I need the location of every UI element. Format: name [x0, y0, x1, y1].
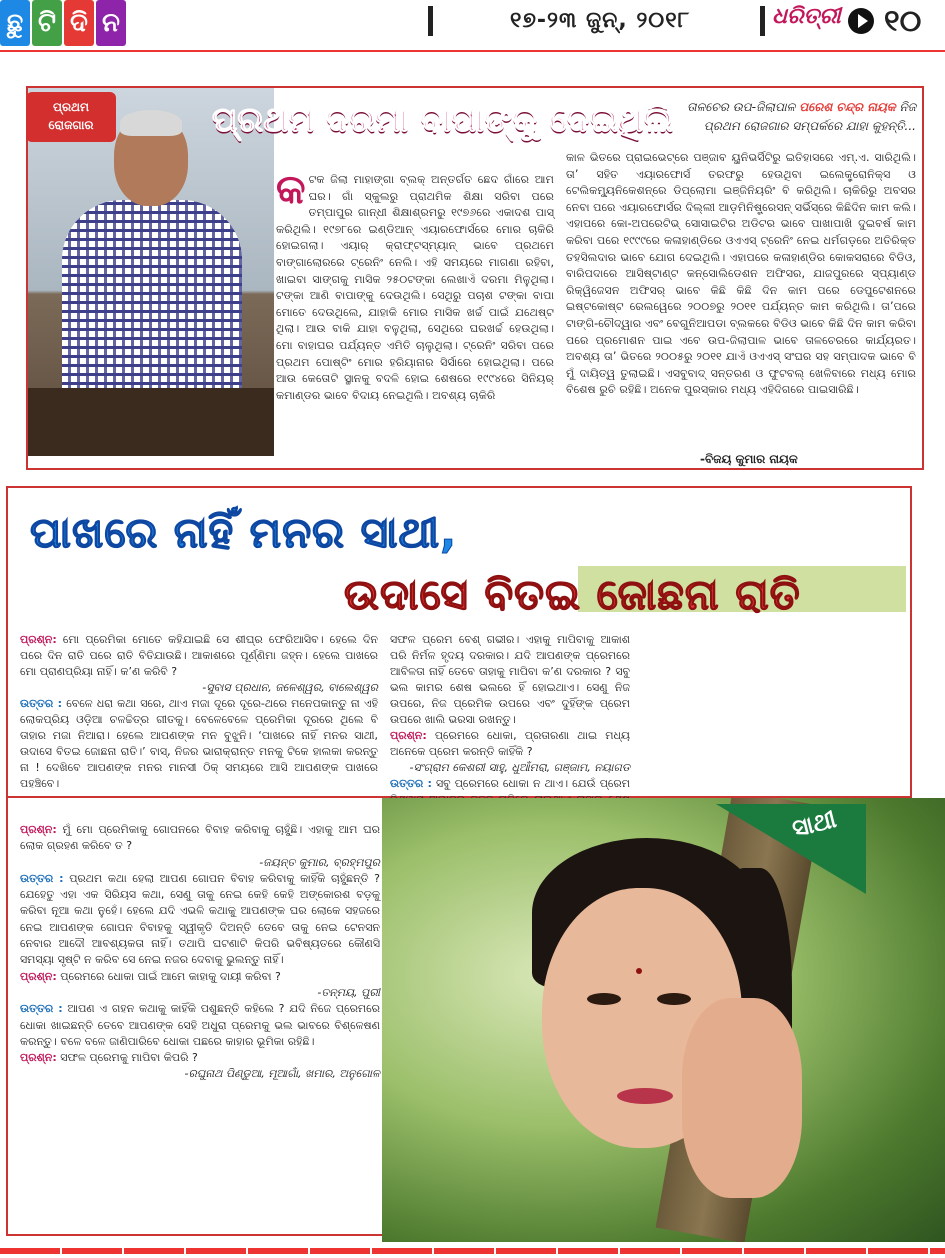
question-text: ମୁଁ ମୋ ପ୍ରେମିକାକୁ ଗୋପନରେ ବିବାହ କରିବାକୁ ଚାହୁଁଛି। ଏହାକୁ ଆମ ଘର ଲୋକ ଗ୍ରହଣ କରିବେ ତ ?: [20, 823, 380, 853]
publication-name: ଧରିତ୍ରୀ: [772, 4, 841, 29]
intro-text: ନିଜ ପ୍ରଥମ ରୋଜଗାର ସମ୍ପର୍କରେ ଯାହା କୁହନ୍ତି...: [703, 100, 916, 133]
answer-text: ବେଳେ ଧରା କଥା ସରେ, ଥାଏ ମଜା ଦୂରେ ଦୂରେ-ଥରେ ମନେପକାନ୍ତୁ ନା ଏହି ଲୋକପ୍ରିୟ ଓଡ଼ିଆ ଚଳଚ୍ଚିତ୍ର ଗୀତକୁ। ବେଳେବେଳେ ପ୍ରେମିକା ଦୂରରେ ଥିଲେ ବି ତାହାର ମଜା ନିଆରା। ହେଲେ ଆପଣଙ୍କ ମନ ବୁଝୁନି। ‘ପାଖରେ ନାହିଁ ମନର ସାଥୀ, ଉଦାସେ ବିତଇ ଜୋଛନା ରାତି।’ ବାସ୍, ନିଜର ଭାରାକ୍ରାନ୍ତ ମନକୁ ଟିକେ ହାଲକା କରନ୍ତୁ ନା ! ଦେଖିବେ ଆପଣଙ୍କ ମନର ମାନସୀ ଠିକ୍ ସମୟରେ ଆସି ଆପଣଙ୍କ ପାଖରେ ପହଞ୍ଚିବେ।: [20, 697, 379, 790]
tag-line-1: ପ୍ରଥମ: [52, 100, 90, 114]
answer-label: ଉତ୍ତର :: [20, 1002, 63, 1016]
brand-letter-1: ଛୁ: [0, 0, 30, 46]
issue-date: ୧୭-୨୩ ଜୁନ୍, ୨୦୧୮: [510, 8, 691, 33]
question-author: -ସୁବାସ ପ୍ରଧାନ, ଜଳେଶ୍ୱର, ବାଲେଶ୍ୱର: [202, 681, 378, 694]
qa-column-1-lower: [20, 822, 380, 1083]
question-author: -ରଘୁନାଥ ପିଣ୍ଡୁଆ, ମୂଆଗାଁ, ଖମାର, ଅନୁଗୋଳ: [184, 1067, 380, 1081]
question-text: ପ୍ରେମରେ ଧୋକା, ପ୍ରତାରଣା ଥାଇ ମଧ୍ୟ ଅନେକେ ପ୍ରେମ କରନ୍ତି କାହିଁକି ?: [390, 729, 630, 758]
tag-line-2: ରୋଜଗାର: [48, 118, 94, 132]
story1-column-left: [276, 167, 554, 404]
dropcap: କ: [276, 167, 306, 213]
brand-letter-4: ନ: [96, 0, 126, 46]
answer-text: ସବୁ ପ୍ରେମରେ ଧୋକା ନ ଥାଏ। ଯେଉଁ ପ୍ରେମ: [436, 777, 630, 790]
answer-label: ଉତ୍ତର :: [390, 777, 432, 790]
question-text: ସଫଳ ପ୍ରେମକୁ ମାପିବା କିପରି ?: [60, 1051, 198, 1065]
section-badge-label: ସାଥୀ: [789, 805, 840, 843]
answer-text: ସଫଳ ପ୍ରେମ ବେଶ୍ ଗଭୀର। ଏହାକୁ ମାପିବାକୁ ଆକାଶ ପରି ନିର୍ମଳ ହୃଦୟ ଦରକାର। ଯଦି ଆପଣଙ୍କ ପ୍ରେମରେ ଆବିଳତା ନାହିଁ ତେବେ ତାହାକୁ ମାପିବା କ’ଣ ଦରକାର ? ସବୁ ଭଲ କାମର ଶେଷ ଭଲରେ ହିଁ ହୋଇଥାଏ। ସେଣୁ ନିଜ ଉପରେ, ନିଜ ପ୍ରେମିକ ଉପରେ ଏବଂ ଦୁହିଁଙ୍କ ପ୍ରେମ ଉପରେ ଖାଲି ଭରସା ରଖନ୍ତୁ।: [390, 633, 630, 726]
question-label: ପ୍ରଶ୍ନ:: [20, 823, 57, 836]
story1-intro: [686, 98, 916, 136]
bottom-rule: [0, 1248, 945, 1254]
play-arrow-icon: [848, 8, 874, 34]
story2-headline-2: ଉଦାସେ ବିତଇ ଜୋଛନା ରାତି: [344, 570, 801, 619]
question-label: ପ୍ରଶ୍ନ:: [20, 633, 57, 646]
question-text: ପ୍ରେମରେ ଧୋକା ପାଇଁ ଆମେ କାହାକୁ ଦାୟୀ କରିବା ?: [60, 969, 281, 983]
question-author: -ତନ୍ମୟ, ପୁରୀ: [317, 985, 380, 999]
brand-letter-2: ଟି: [32, 0, 62, 46]
answer-label: ଉତ୍ତର :: [20, 697, 63, 710]
intro-text: ତାଳଚେର ଉପ-ଜିଲାପାଳ: [687, 100, 796, 114]
answer-label: ଉତ୍ତର :: [20, 871, 64, 885]
brand-letter-3: ଦି: [64, 0, 94, 46]
question-label: ପ୍ରଶ୍ନ:: [20, 969, 57, 983]
story1-column-right: କାଳ ଭିତରେ ପ୍ରାଇଭେଟ୍‌ରେ ପଞ୍ଜାବ ୟୁନିଭର୍ସିଟିରୁ ଇତିହାସରେ ଏମ୍.ଏ. ସାରିଥିଲି। ତା’ ସହିତ ଏୟାରଫୋର୍ସ ତରଫରୁ ହେଉଥିବା ଇଲେକ୍ଟ୍ରୋନିକ୍ସ ଓ ଟେଲିକମ୍ୟୁନିକେଶନ୍‌ରେ ଡିପ୍ଲୋମା ଇଞ୍ଜିନିୟରିଂ ବି କରିଥିଲି। ଚାକିରିରୁ ଅବସର ନେବା ପରେ ଏୟାରଫୋର୍ସର ଦିଲ୍ଲୀ ଆଡ଼ମିନିଷ୍ଟ୍ରେସନ୍ ସର୍ଭିସ୍‌ରେ କିଛିଦିନ କାମ କଲି। ଏହାପରେ କୋ-ଅପରେଟିଭ୍ ସୋସାଇଟିର ଅଡିଟର ଭାବେ ପାଖାପାଖି ଦୁଇବର୍ଷ କାମ କରିବା ପରେ ୧୯୯୯ରେ କଳାହାଣ୍ଡିରେ ଓଏଏସ୍ ଟ୍ରେନିଂ ନେଇ ଧର୍ମଗଡ଼ରେ ଅତିରିକ୍ତ ତହସିଲଦାର ଭାବେ ଯୋଗ ଦେଇଥିଲି। ଏହାପରେ କଳାହାଣ୍ଡିର କୋକସରାରେ ବିଡିଓ, ବାରିପଦାରେ ଆସିଷ୍ଟାଣ୍ଟ କନ୍‌ସୋଲିଡେଶନ ଅଫିସର, ଯାଜପୁରରେ ସ୍ପ୍ୟାଣ୍ଡ ରିକ୍ୱିଜେସନ ଅଫିସର୍ ଭାବେ କିଛି କିଛି ଦିନ କାମ ପରେ ଡେପୁଟେଶନରେ ଇଷ୍ଟକୋଷ୍ଟ ରେଲୱେରେ ୨୦୦୭ରୁ ୨୦୧୧ ପର୍ଯ୍ୟନ୍ତ କାମ କରିଥିଲି। ତା’ପରେ ଟାଙ୍ଗି-ଚୌଦ୍ୱାର ଏବଂ ବେଗୁନିଆପଡା ବ୍ଲକରେ ବିଡିଓ ଭାବେ କିଛି ଦିନ କାମ କରିବା ପରେ ପ୍ରମୋଶନ ପାଇ ଏବେ ଉପ-ଜିଲାପାଳ ଭାବେ ତାଳଚେରରେ କାର୍ଯ୍ୟରତ। ଅବଶ୍ୟ ତା’ ଭିତରେ ୨୦୦୫ରୁ ୨୦୧୧ ଯାଏଁ ଓଏଏସ୍ ସଂଘର ସହ ସମ୍ପାଦକ ଭାବେ ବି ମୁଁ ଦାୟିତ୍ୱ ତୁଲାଇଛି। ଏସବୁବାଦ୍ ସନ୍ତରଣ ଓ ଫୁଟବଲ୍ ଖେଳିବାରେ ମଧ୍ୟ ମୋର ବିଶେଷ ରୁଚି ରହିଛି। ଅନେକ ପୁରସ୍କାର ମଧ୍ୟ ଏହିଦିଗରେ ପାଇସାରିଛି।: [566, 151, 916, 397]
question-author: -ଜୟନ୍ତ କୁମାର, ବ୍ରହ୍ମପୁର: [259, 855, 380, 869]
intro-name: ପରେଶ ଚନ୍ଦ୍ର ନାୟକ: [799, 100, 896, 114]
brand-logo: [0, 0, 128, 46]
question-text: ମୋ ପ୍ରେମିକା ମୋତେ କହିଯାଇଛି ସେ ଶୀଘ୍ର ଫେରିଆସିବ। ହେଲେ ଦିନ ପରେ ଦିନ ରାତି ପରେ ରାତି ବିତିଯାଉଛି। ଆକାଶରେ ପୂର୍ଣ୍ଣିମା ଜହ୍ନ। ହେଲେ ପାଖରେ ମୋ ପ୍ରାଣପ୍ରିୟା ନାହିଁ। କ’ଣ କରିବି ?: [20, 633, 378, 678]
qa-column-1: [20, 632, 378, 792]
answer-text: ପ୍ରଥମ କଥା ହେଲା ଆପଣ ଗୋପନ ବିବାହ କରିବାକୁ କାହିଁକି ଚାହୁଁଛନ୍ତି ? ଯେହେତୁ ଏହା ଏକ ସିରିୟସ କଥା, ସେଣୁ ତାକୁ ନେଇ କେହି କେହି ଅଙ୍କୋରଶ ବଡ଼କୁ କରିବା ନୂଆ କଥା ନୁହେଁ। ହେଲେ ଯଦି ଏଭଳି କଥାକୁ ଆପଣଙ୍କ ଘର ଲୋକେ ସହଜରେ ନେଇ ଆପଣଙ୍କ ଗୋପନ ବିବାହକୁ ସ୍ୱୀକୃତି ଦିଅନ୍ତି ତେବେ ତାକୁ ନେଇ ଟେନସନ ନେବାର ଆଦୌ ଆବଶ୍ୟକତା ନାହିଁ। ତଥାପି ଘଟଣାଟି କିପରି ଭବିଷ୍ୟତରେ କୌଣସି ସମସ୍ୟା ସୃଷ୍ଟି ନ କରିବ ସେ ନେଇ ନଜର ଦେବାକୁ ଭୁଲନ୍ତୁ ନାହିଁ।: [20, 871, 381, 967]
page-number: ୧୦: [884, 4, 922, 39]
story1-photo: [28, 88, 274, 456]
question-author: -ସଂଗ୍ରାମ କେଶରୀ ସାହୁ, ଧୁଆଁମରା, ଗଞ୍ଜାମ, ନୟାଗଡ: [409, 761, 630, 774]
question-label: ପ୍ରଶ୍ନ:: [20, 1051, 57, 1065]
story1-byline: -ବିଜୟ କୁମାର ନାୟକ: [700, 452, 798, 466]
divider: [760, 6, 765, 36]
story1-headline: ପ୍ରଥମ ଦରମା ବାପାଙ୍କୁ ଦେଇଥିଲି: [212, 100, 674, 140]
body-text: ଟକ ଜିଲା ମାହାଙ୍ଗା ବ୍ଲକ୍ ଅନ୍ତର୍ଗତ ଛେଦ ଗାଁରେ ଆମ ଘର। ଗାଁ ସ୍କୁଲରୁ ପ୍ରାଥମିକ ଶିକ୍ଷା ସରିବା ପରେ ତମ୍ପାପୁର ଗାନ୍ଧୀ ଶିକ୍ଷାଶ୍ରମରୁ ୧୯୭୬ରେ ଏକାଦଶ ପାସ୍ କରିଥିଲି। ୧୯୭୮ରେ ଇଣ୍ଡିଆନ୍ ଏୟାରଫୋର୍ସରେ ମୋର ଚାକିରି ହୋଇଗଲା। ଏୟାର୍ କ୍ରାଫ୍ଟସ୍ମ୍ୟାନ୍ ଭାବେ ପ୍ରଥମେ ବାଙ୍ଗାଲୋରରେ ଟ୍ରେନିଂ ନେଲି। ଏହି ସମୟରେ ମାଗଣା ରହିବା, ଖାଇବା ସାଙ୍ଗକୁ ମାସିକ ୨୫୦ଟଙ୍କା ଲେଖାଏଁ ଦରମା ମିଳୁଥିଲା। ଟଙ୍କା ଆଣି ବାପାଙ୍କୁ ଦେଉଥିଲି। ସେଥିରୁ ପଚାଶ ଟଙ୍କା ବାପା ମୋତେ ଦେଉଥିଲେ, ଯାହାକି ମୋର ମାସିକ ଖର୍ଚ୍ଚ ପାଇଁ ଯଥେଷ୍ଟ ଥିଲା। ଆଉ ବାକି ଯାହା ବଳୁଥିଲା, ସେଥିରେ ଘରଖର୍ଚ୍ଚ ହେଉଥିଲା। ମୋ ବାହାଘର ପର୍ଯ୍ୟନ୍ତ ଏମିତି ଚାଲୁଥିଲା। ଟ୍ରେନିଂ ସରିବା ପରେ ପ୍ରଥମ ପୋଷ୍ଟିଂ ମୋର ହରିୟାନାର ସିର୍ସାରେ ହୋଇଥିଲା। ପରେ ଆଉ କେତୋଟି ସ୍ଥାନକୁ ବଦଳି ହୋଇ ଶେଷରେ ୧୯୯୪ରେ ସିନିୟର୍ କମାଣ୍ଡର ଭାବେ ବିଦାୟ ନେଇଥିଲି। ଅବଶ୍ୟ ଚାକିରି: [276, 173, 554, 402]
divider: [428, 6, 433, 36]
question-label: ପ୍ରଶ୍ନ:: [390, 729, 427, 742]
story2-headline-1: ପାଖରେ ନାହିଁ ମନର ସାଥୀ,: [30, 508, 458, 557]
answer-text: ଆପଣ ଏ ଗହନ କଥାକୁ କାହିଁକି ପଶୁଛନ୍ତି କହିଲେ ? ଯଦି ନିଜେ ପ୍ରେମରେ ଧୋକା ଖାଇଛନ୍ତି ତେବେ ଆପଣଙ୍କ ସେହି ଅଧୁରା ପ୍ରେମକୁ ଭଲ ଭାବରେ ବିଶ୍ଳେଷଣ କରନ୍ତୁ। ବଳେ ବଳେ ଜାଣିପାରିବେ ଧୋକା ପଛରେ କାହାର ଭୂମିକା ରହିଛି।: [20, 1002, 380, 1048]
top-rule: [0, 50, 945, 52]
story1-section-tag: [26, 92, 116, 142]
